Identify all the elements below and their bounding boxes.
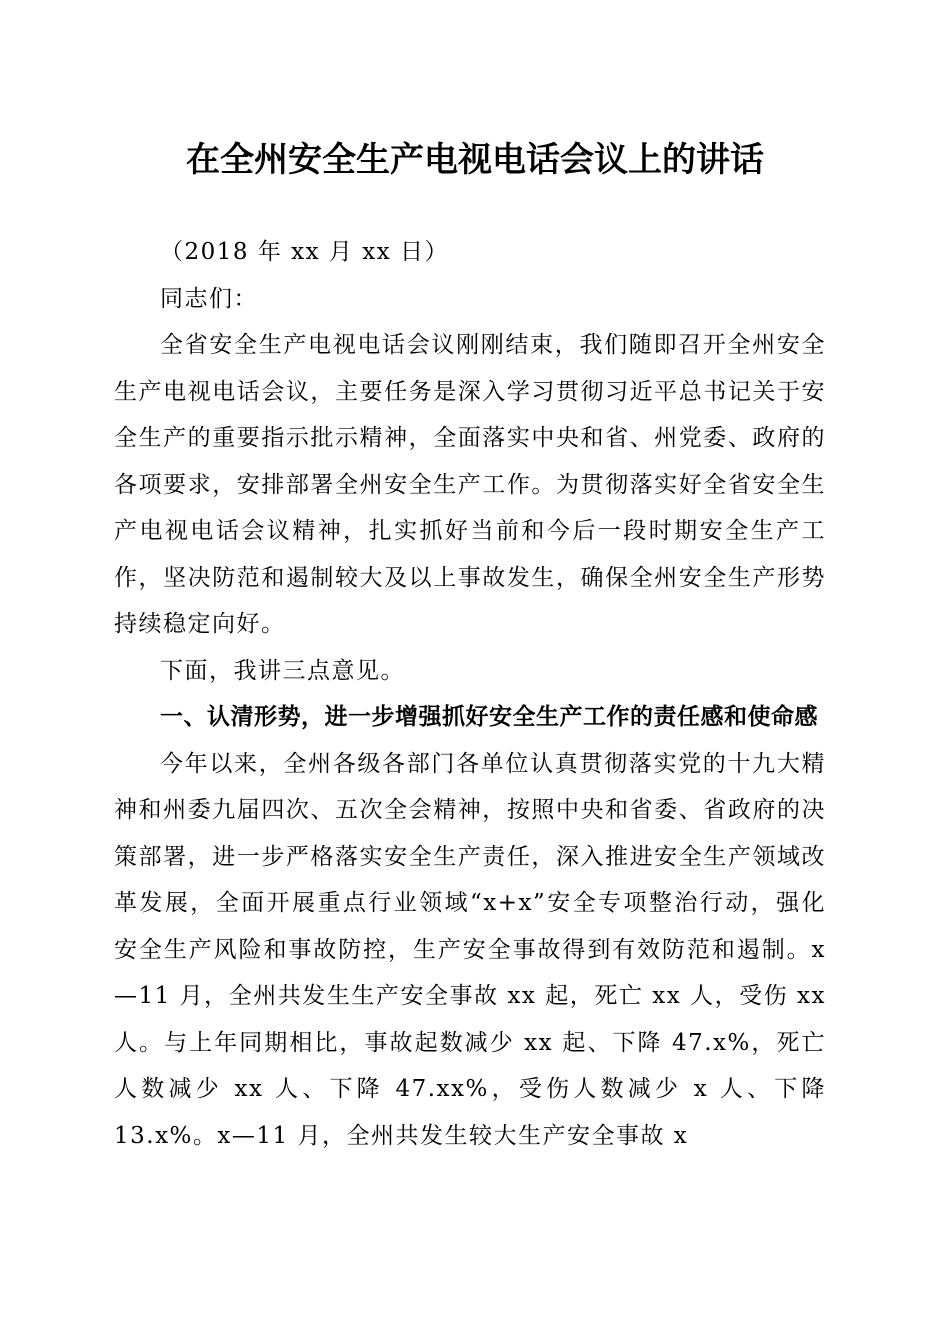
outline-paragraph: 下面，我讲三点意见。: [160, 657, 405, 684]
date-line: （2018 年 xx 月 xx 日）: [160, 239, 449, 265]
section-heading-1: 一、认清形势，进一步增强抓好安全生产工作的责任感和使命感: [160, 704, 818, 730]
intro-paragraph: 全省安全生产电视电话会议刚刚结束，我们随即召开全州安全生产电视电话会议，主要任务是深入学习贯彻习近平总书记关于安全生产的重要指示批示精神，全面落实中央和省、州党委、政府的各项要求，安排部署全州安全生产工作。为贯彻落实好全省安全生产电视电话会议精神，扎实抓好当前和今后一段时期安全生产工作，坚决防范和遏制较大及以上事故发生，确保全州安全生产形势持续稳定向好。: [114, 332, 826, 637]
document-body: [114, 229, 826, 1159]
section-1-paragraph: 今年以来，全州各级各部门各单位认真贯彻落实党的十九大精神和州委九届四次、五次全会精神，按照中央和省委、省政府的决策部署，进一步严格落实安全生产责任，深入推进安全生产领域改革发展，全面开展重点行业领域“x+x”安全专项整治行动，强化安全生产风险和事故防控，生产安全事故得到有效防范和遏制。x—11 月，全州共发生生产安全事故 xx 起，死亡 xx 人，受伤 xx 人。与上年同期相比，事故起数减少 xx 起、下降 47.x%，死亡人数减少 xx 人、下降 47.xx%，受伤人数减少 x 人、下降 13.x%。x—11 月，全州共发生较大生产安全事故 x: [114, 750, 826, 1149]
document-title: 在全州安全生产电视电话会议上的讲话: [186, 140, 764, 180]
salutation: 同志们：: [160, 285, 258, 312]
